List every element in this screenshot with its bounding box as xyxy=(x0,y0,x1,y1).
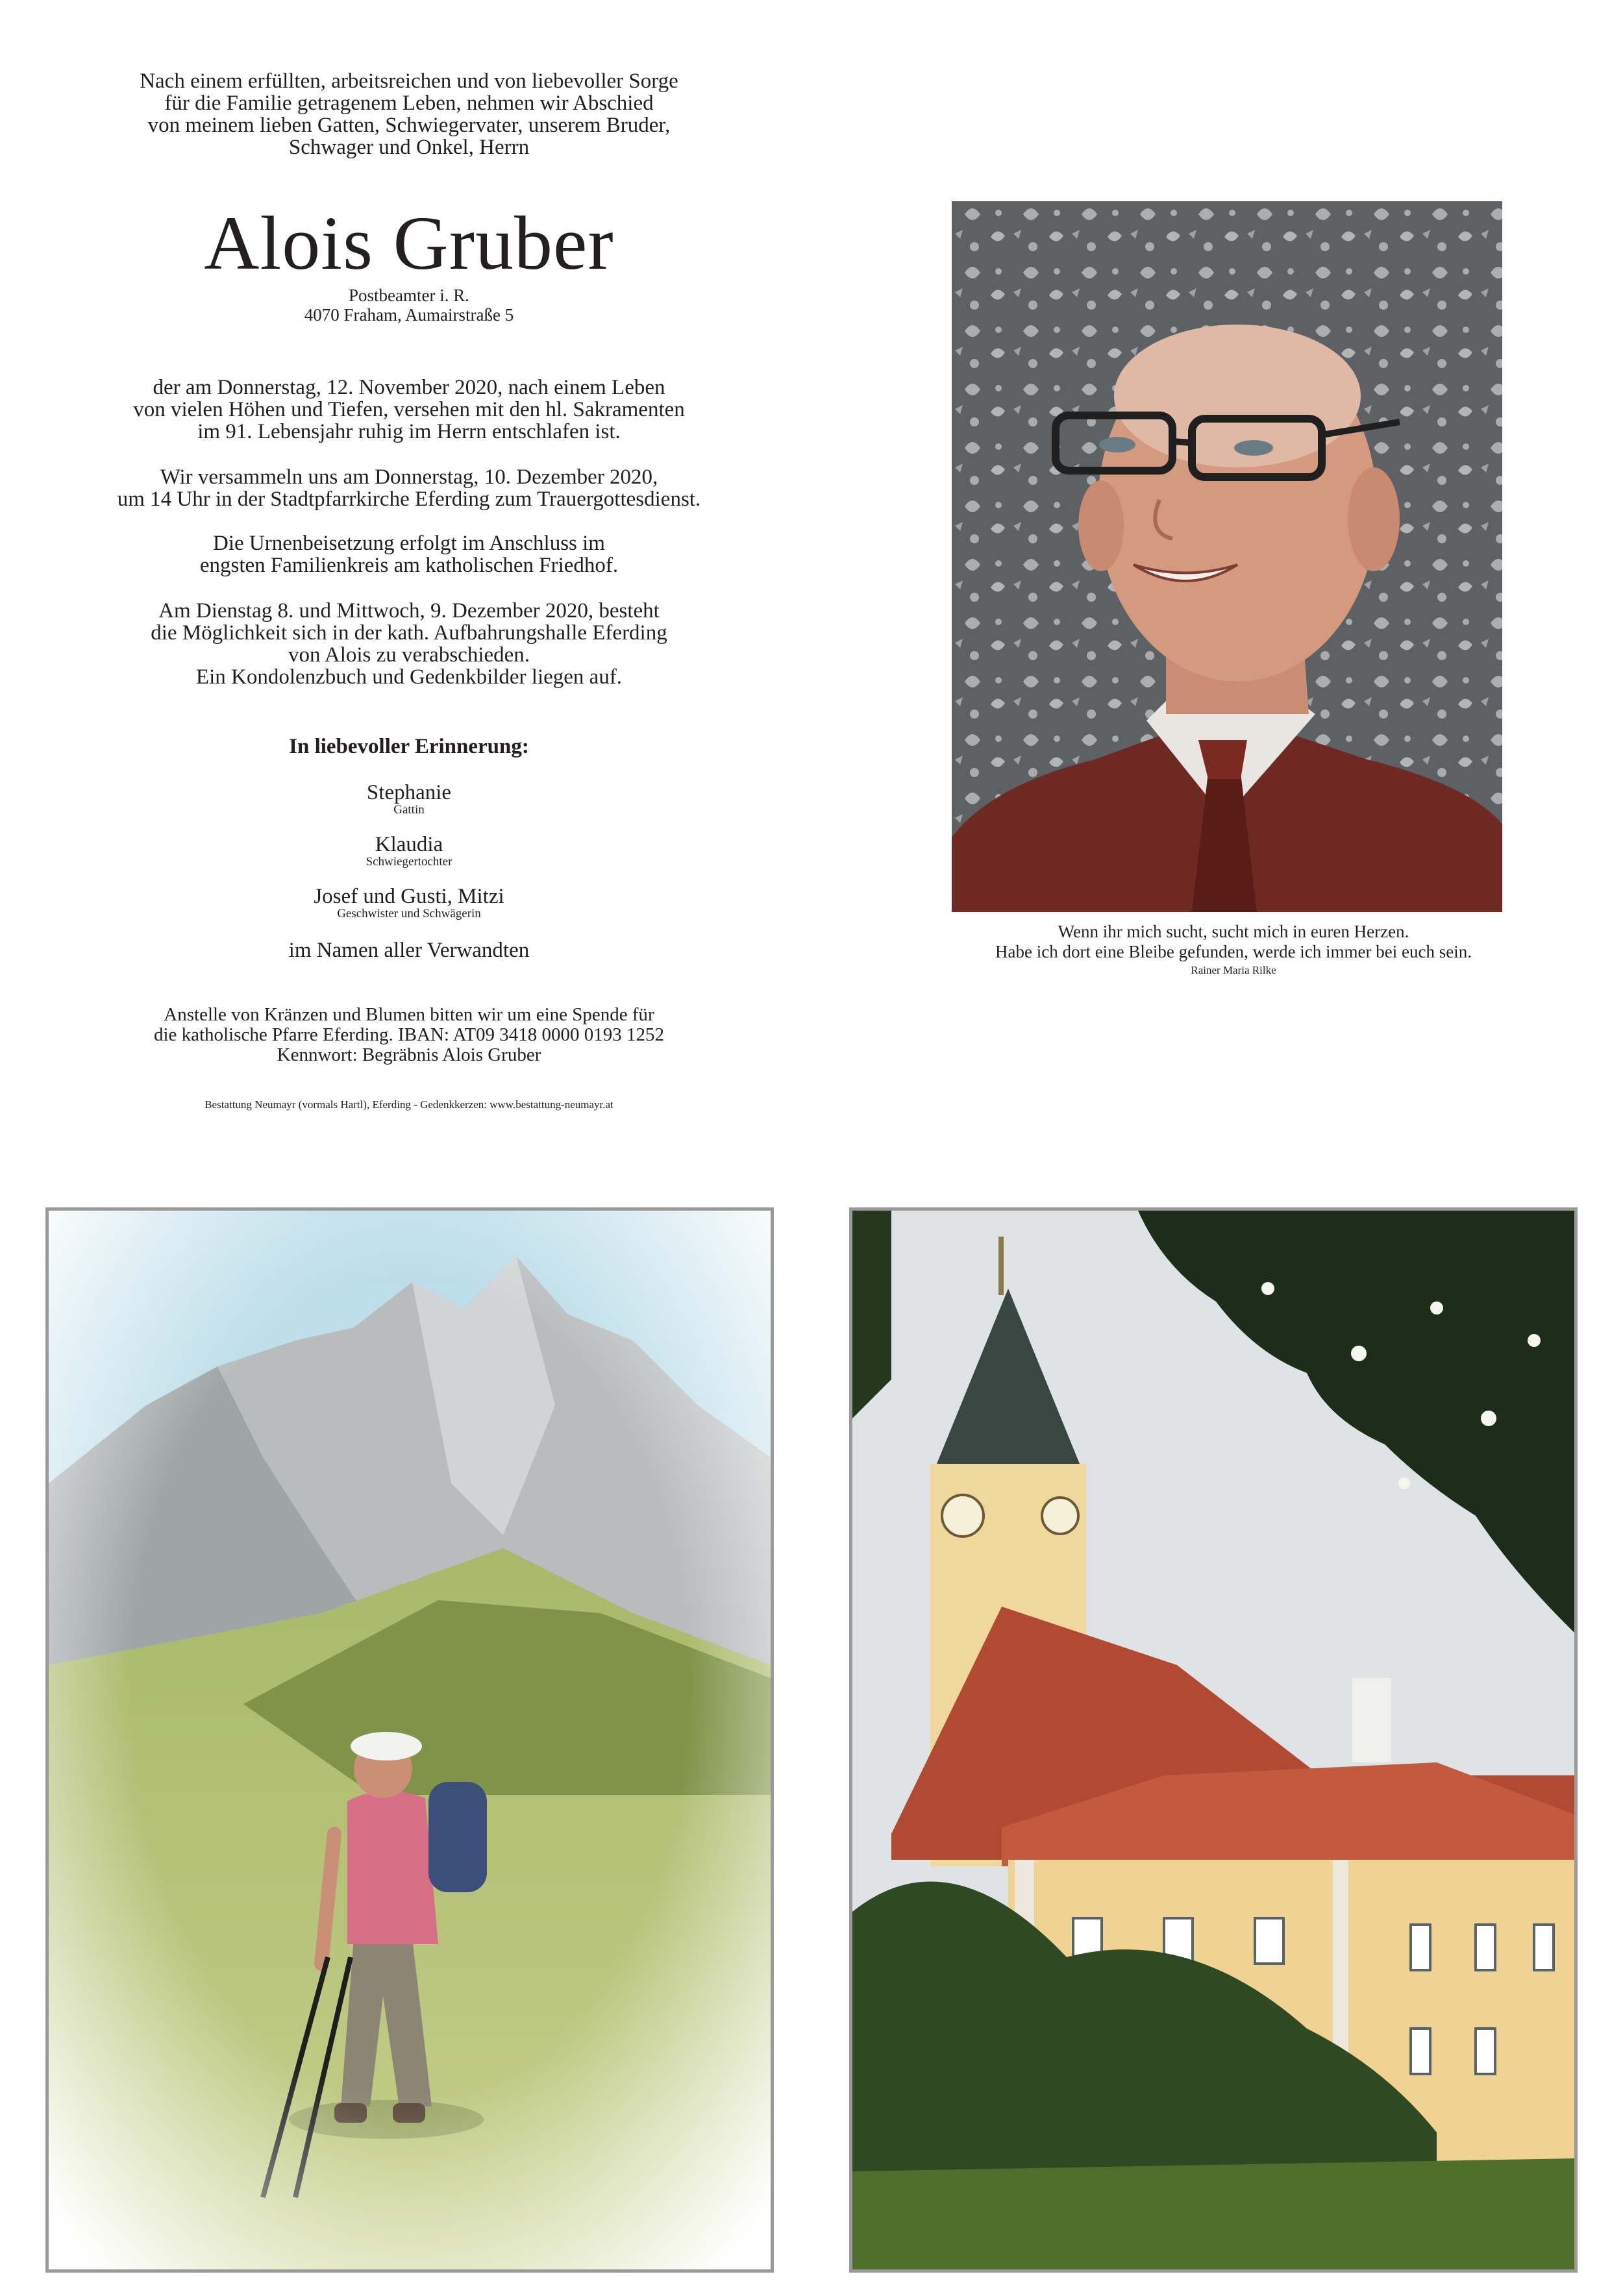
mourner-entry xyxy=(58,782,760,817)
on-behalf-text: im Namen aller Verwandten xyxy=(288,939,530,962)
funeral-home-credit: Bestattung Neumayr (vormals Hartl), Eferding - Gedenkkerzen: www.bestattung-neumayr.at xyxy=(204,1098,613,1111)
memory-heading: In liebevoller Erinnerung: xyxy=(289,735,529,758)
deceased-address: 4070 Fraham, Aumairstraße 5 xyxy=(304,305,514,325)
quote-author: Rainer Maria Rilke xyxy=(1191,964,1276,976)
mourner-relation: Geschwister und Schwägerin xyxy=(337,907,481,920)
donation-line: Anstelle von Kränzen und Blumen bitten wir um eine Spende für xyxy=(164,1004,654,1025)
mourner-relation: Schwiegertochter xyxy=(365,855,452,869)
urn-line: Die Urnenbeisetzung erfolgt im Anschluss im xyxy=(213,532,605,555)
viewing-line: die Möglichkeit sich in der kath. Aufbahrungshalle Eferding xyxy=(151,621,667,645)
urn-line: engsten Familienkreis am katholischen Friedhof. xyxy=(199,554,619,577)
death-line: der am Donnerstag, 12. November 2020, nach einem Leben xyxy=(153,376,665,399)
death-notice xyxy=(58,376,760,443)
mourner-name: Stephanie xyxy=(366,781,452,804)
deceased-details xyxy=(58,286,760,325)
intro-text xyxy=(58,70,760,158)
service-line: um 14 Uhr in der Stadtpfarrkirche Eferding zum Trauergottesdienst. xyxy=(117,488,701,511)
donation-line: Kennwort: Begräbnis Alois Gruber xyxy=(277,1044,541,1065)
urn-notice xyxy=(58,532,760,576)
portrait-photo xyxy=(952,201,1502,912)
mourner-entry xyxy=(58,885,760,920)
service-line: Wir versammeln uns am Donnerstag, 10. Dezember 2020, xyxy=(160,465,658,489)
mourner-name: Klaudia xyxy=(375,833,443,856)
donation-line: die katholische Pfarre Eferding. IBAN: AT09 3418 0000 0193 1252 xyxy=(153,1024,665,1045)
viewing-notice xyxy=(58,600,760,688)
church-photo xyxy=(849,1207,1578,2273)
deceased-name: Alois Gruber xyxy=(204,201,614,286)
quote-line: Habe ich dort eine Bleibe gefunden, werde ich immer bei euch sein. xyxy=(995,942,1472,961)
death-line: von vielen Höhen und Tiefen, versehen mit den hl. Sakramenten xyxy=(133,398,685,421)
hiker-photo xyxy=(45,1207,774,2273)
intro-line: von meinem lieben Gatten, Schwiegervater, unserem Bruder, xyxy=(147,114,671,137)
viewing-line: Ein Kondolenzbuch und Gedenkbilder liegen auf. xyxy=(195,665,623,689)
quote-line: Wenn ihr mich sucht, sucht mich in euren Herzen. xyxy=(1058,922,1409,941)
mourner-entry xyxy=(58,833,760,869)
mourner-relation: Gattin xyxy=(393,803,425,817)
intro-line: Schwager und Onkel, Herrn xyxy=(288,136,530,159)
death-line: im 91. Lebensjahr ruhig im Herrn entschlafen ist. xyxy=(197,420,621,443)
donation-notice xyxy=(58,1005,760,1065)
intro-line: Nach einem erfüllten, arbeitsreichen und von liebevoller Sorge xyxy=(140,69,678,93)
service-notice xyxy=(58,466,760,510)
quote-text xyxy=(935,922,1532,962)
viewing-line: Am Dienstag 8. und Mittwoch, 9. Dezember 2020, besteht xyxy=(158,599,660,623)
mourner-name: Josef und Gusti, Mitzi xyxy=(314,885,504,908)
intro-line: für die Familie getragenem Leben, nehmen wir Abschied xyxy=(164,92,654,115)
viewing-line: von Alois zu verabschieden. xyxy=(288,643,530,667)
deceased-occupation: Postbeamter i. R. xyxy=(349,286,469,305)
